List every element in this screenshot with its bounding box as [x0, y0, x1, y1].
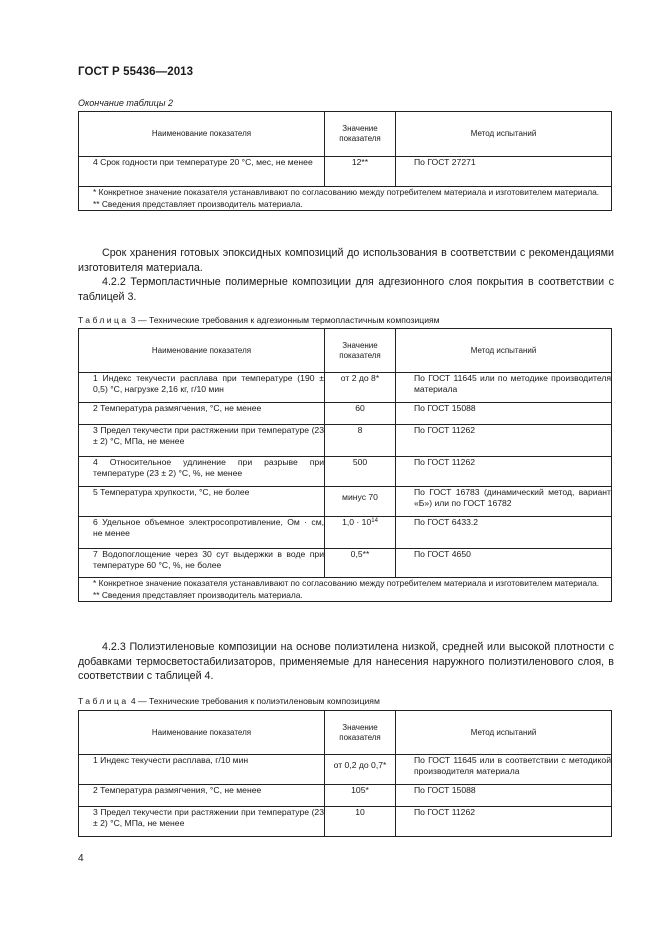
table-header-row: [79, 112, 612, 157]
table2-continuation-caption: Окончание таблицы 2: [78, 98, 173, 108]
table3-caption: Таблица 3 — Технические требования к адгезионным термопластичным композициям: [78, 315, 440, 325]
table-2: [78, 111, 612, 211]
table4-caption: Таблица 4 — Технические требования к полиэтиленовым композициям: [78, 696, 380, 706]
table-row: 3 Предел текучести при растяжении при температуре (23 ± 2) °С, МПа, не менее 10 По ГОСТ 11262: [79, 807, 612, 837]
table-row: 7 Водопоглощение через 30 сут выдержки в воде при температуре 60 °С, %, не более 0,5** По ГОСТ 4650: [79, 549, 612, 578]
table-row: 6 Удельное объемное электросопротивление, Ом · см, не менее $1,0 \cdot 10^{14}$ По ГОСТ 6433.2: [79, 517, 612, 549]
table-row: 4 Срок годности при температуре 20 °С, мес, не менее 12** По ГОСТ 27271: [79, 157, 612, 187]
header-value: Значение показателя: [325, 112, 396, 157]
table-row: 1 Индекс текучести расплава, г/10 мин от 0,2 до 0,7* По ГОСТ 11645 или в соответствии с методикой производителя материала: [79, 755, 612, 785]
table-header-row: [79, 329, 612, 373]
table-4: [78, 710, 612, 837]
table-header-row: [79, 711, 612, 755]
table-row: 4 Относительное удлинение при разрыве при температуре (23 ± 2) °С, %, не менее 500 По ГОСТ 11262: [79, 457, 612, 487]
table-row: 1 Индекс текучести расплава при температуре (190 ± 0,5) °С, нагрузке 2,16 кг, г/10 мин от 2 до 8* По ГОСТ 11645 или по методике производителя материала: [79, 373, 612, 403]
table-3: [78, 328, 612, 602]
header-value: Значение показателя: [325, 329, 396, 373]
footnote-1: * Конкретное значение показателя устанавливают по согласованию между потребителем материала и изготовителем материала.: [93, 187, 600, 197]
header-name: Наименование показателя: [79, 711, 325, 755]
document-code: ГОСТ Р 55436—2013: [78, 66, 194, 78]
table-row: 2 Температура размягчения, °С, не менее 60 По ГОСТ 15088: [79, 403, 612, 425]
paragraph-storage: Срок хранения готовых эпоксидных композиций до использования в соответствии с рекомендациями изготовителя материала.: [78, 247, 614, 274]
footnote-2: ** Сведения представляет производитель материала.: [93, 589, 303, 600]
table-row: 5 Температура хрупкости, °С, не более минус 70 По ГОСТ 16783 (динамический метод, вариант «Б») или по ГОСТ 16782: [79, 487, 612, 517]
table-notes-row: [79, 187, 612, 211]
paragraph-4-2-2: 4.2.2 Термопластичные полимерные композиции для адгезионного слоя покрытия в соответствии с таблицей 3.: [78, 276, 614, 303]
header-method: Метод испытаний: [396, 329, 612, 373]
page-number: 4: [78, 853, 84, 864]
footnote-1: * Конкретное значение показателя устанавливают по согласованию между потребителем материала и изготовителем материала.: [93, 578, 600, 588]
header-name: Наименование показателя: [79, 329, 325, 373]
header-method: Метод испытаний: [396, 711, 612, 755]
header-value: Значение показателя: [325, 711, 396, 755]
header-method: Метод испытаний: [396, 112, 612, 157]
header-name: Наименование показателя: [79, 112, 325, 157]
table-notes-row: [79, 578, 612, 602]
footnote-2: ** Сведения представляет производитель материала.: [93, 198, 303, 209]
table-row: 2 Температура размягчения, °С, не менее 105* По ГОСТ 15088: [79, 785, 612, 807]
paragraph-4-2-3: 4.2.3 Полиэтиленовые композиции на основе полиэтилена низкой, средней или высокой плотности с добавками термосветостабилизаторов, применяемые для нанесения наружного полиэтиленового слоя, в соответствии с таблицей 4.: [78, 641, 614, 682]
table-row: 3 Предел текучести при растяжении при температуре (23 ± 2) °С, МПа, не менее 8 По ГОСТ 11262: [79, 425, 612, 457]
